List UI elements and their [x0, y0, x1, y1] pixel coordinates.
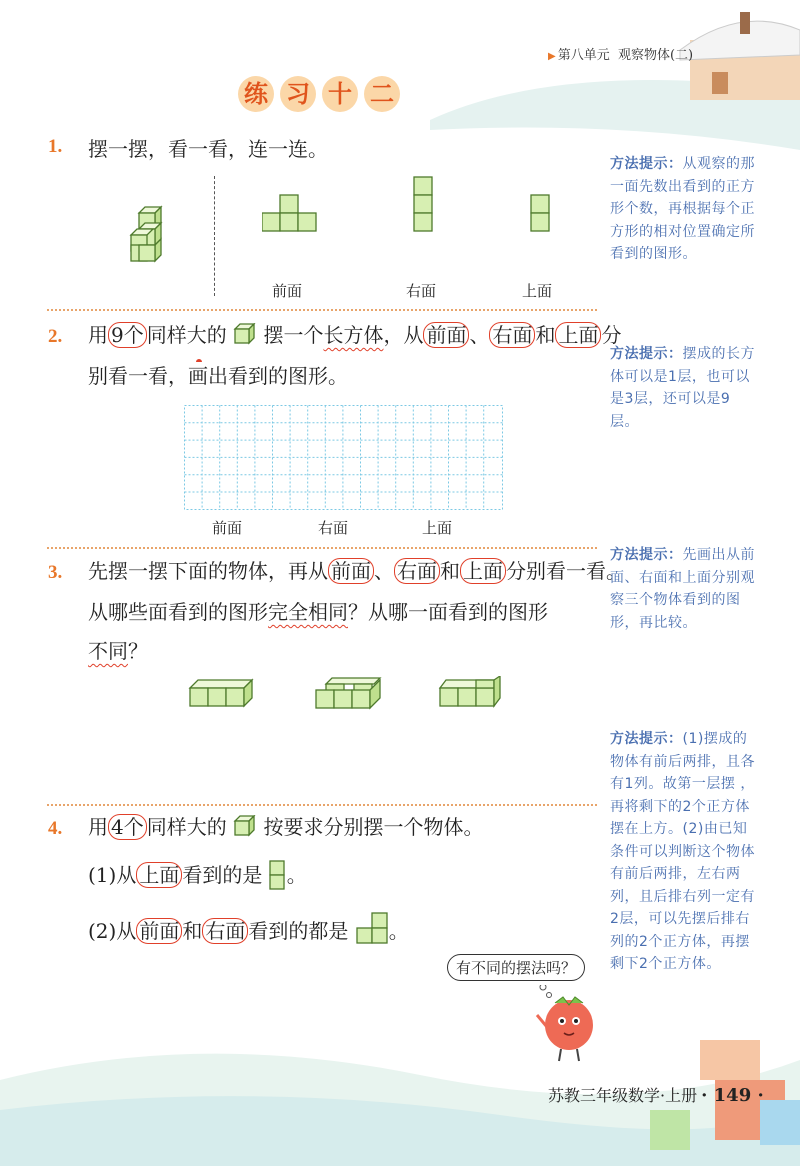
unit-label: 第八单元: [557, 48, 610, 63]
text-span: 和: [535, 323, 556, 347]
section-divider: [47, 547, 597, 549]
question-3-line3: [88, 632, 148, 670]
text-span: 用: [88, 323, 108, 347]
page-title: [238, 76, 406, 116]
title-char: 练: [238, 76, 274, 112]
text-span: 。: [286, 863, 307, 887]
unit-header: [548, 44, 693, 63]
text-span: ，从: [383, 323, 424, 347]
term-right: 右面: [489, 322, 535, 348]
hint-title: 方法提示：: [610, 731, 683, 747]
text-span: 别看一看，: [88, 364, 188, 388]
hint-body: (1)摆成的物体有前后两排，且各有1列。故第一层摆 ，再将剩下的2个正方体摆在上方。(2)由已知条件可以判断这个物体有前后两排，左右两列，且后排右列一定有2层，可以先摆后排右列的2个正方体，再摆剩下2个正方体。: [610, 731, 755, 972]
title-char: 十: [322, 76, 358, 112]
text-span: 同样大的: [146, 323, 227, 347]
drawing-grid[interactable]: [184, 405, 504, 511]
book-title: 苏教三年级数学·上册: [548, 1086, 698, 1105]
text-span: 、: [374, 559, 394, 583]
text-span: 、: [469, 323, 490, 347]
q1-label-top: 上面: [522, 282, 553, 300]
text-span: 和: [182, 919, 203, 943]
text-span: 分别看一看。: [506, 559, 626, 583]
q2-method-hint: [610, 343, 758, 433]
q1-front-view-shape: [262, 194, 322, 232]
highlight-count: 4个: [108, 814, 147, 840]
text-span: 和: [440, 559, 460, 583]
triangle-icon: ▶: [548, 51, 556, 62]
q4-top-view-shape: [269, 860, 287, 890]
speech-bubble: 有不同的摆法吗？: [447, 954, 585, 981]
text-span: 用: [88, 815, 108, 839]
page-number: 149: [713, 1085, 752, 1106]
text-span: 同样大的: [146, 815, 227, 839]
q3-object-3: [436, 676, 508, 712]
hint-body: 摆成的长方体可以是1层，也可以是3层，还可以是9层。: [610, 346, 755, 430]
hint-title: 方法提示：: [610, 156, 683, 172]
unit-topic: 观察物体(二): [617, 48, 694, 63]
cube-icon: [233, 323, 257, 345]
term-top: 上面: [136, 862, 182, 888]
question-3-line1: [88, 552, 626, 590]
q2-label-front: 前面: [212, 519, 243, 537]
term-right: 右面: [202, 918, 248, 944]
hint-title: 方法提示：: [610, 346, 683, 362]
q1-label-right: 右面: [406, 282, 437, 300]
question-4-sub1: [88, 856, 307, 894]
text-span: (2)从: [88, 919, 137, 943]
text-span: 摆一个: [263, 323, 324, 347]
term-cuboid: 长方体: [323, 323, 384, 347]
page-footer: 苏教三年级数学·上册 · 149 ·: [548, 1085, 764, 1106]
term-top: 上面: [460, 558, 506, 584]
question-3-number: 3.: [48, 562, 63, 583]
q4-method-hint: [610, 728, 758, 976]
question-4-number: 4.: [48, 818, 63, 839]
q3-object-1: [186, 676, 258, 712]
text-span: (1)从: [88, 863, 137, 887]
text-span: 分: [601, 323, 622, 347]
question-2-line1: [88, 316, 621, 354]
question-4-sub2: [88, 912, 409, 950]
text-span: ？: [128, 639, 148, 663]
q2-label-top: 上面: [422, 519, 453, 537]
text-span: 看到的都是: [248, 919, 349, 943]
question-3-line2: [88, 593, 548, 631]
term-draw: 画: [188, 364, 208, 388]
hint-body: 从观察的那一面先数出看到的正方形个数，再根据每个正方形的相对位置确定所看到的图形。: [610, 156, 755, 262]
text-span: 。: [388, 919, 409, 943]
term-front: 前面: [136, 918, 182, 944]
section-divider: [47, 309, 597, 311]
text-span: 先摆一摆下面的物体，再从: [88, 559, 328, 583]
q4-front-right-view-shape: [355, 912, 389, 946]
hint-title: 方法提示：: [610, 547, 683, 563]
text-span: 从哪些面看到的图形: [88, 600, 268, 624]
title-char: 习: [280, 76, 316, 112]
q3-method-hint: [610, 544, 758, 634]
q1-right-view-shape: [413, 176, 435, 232]
term-right: 右面: [394, 558, 440, 584]
question-1-number: 1.: [48, 136, 63, 157]
q1-top-view-shape: [530, 194, 552, 232]
question-1-text: 摆一摆，看一看，连一连。: [88, 137, 328, 161]
cube-icon: [233, 815, 257, 837]
term-different: 不同: [88, 639, 128, 663]
text-span: 看到的是: [182, 863, 263, 887]
question-4-text: [88, 808, 483, 846]
term-front: 前面: [328, 558, 374, 584]
text-span: 按要求分别摆一个物体。: [263, 815, 484, 839]
title-char: 二: [364, 76, 400, 112]
question-2-number: 2.: [48, 326, 63, 347]
strawberry-mascot: [533, 985, 613, 1065]
q1-label-front: 前面: [272, 282, 303, 300]
term-identical: 完全相同: [268, 600, 348, 624]
question-2-line2: [88, 357, 348, 395]
hint-body: 先画出从前面、右面和上面分别观察三个物体看到的图形，再比较。: [610, 547, 755, 631]
text-span: ？从哪一面看到的图形: [348, 600, 548, 624]
q1-method-hint: [610, 153, 758, 266]
term-front: 前面: [423, 322, 469, 348]
q2-label-right: 右面: [318, 519, 349, 537]
vertical-dashed-separator: [214, 176, 215, 296]
term-top: 上面: [555, 322, 601, 348]
q3-object-2: [314, 676, 386, 712]
text-span: 出看到的图形。: [208, 364, 348, 388]
section-divider: [47, 804, 597, 806]
q1-cube-stack-figure: [125, 205, 175, 265]
highlight-count: 9个: [108, 322, 147, 348]
